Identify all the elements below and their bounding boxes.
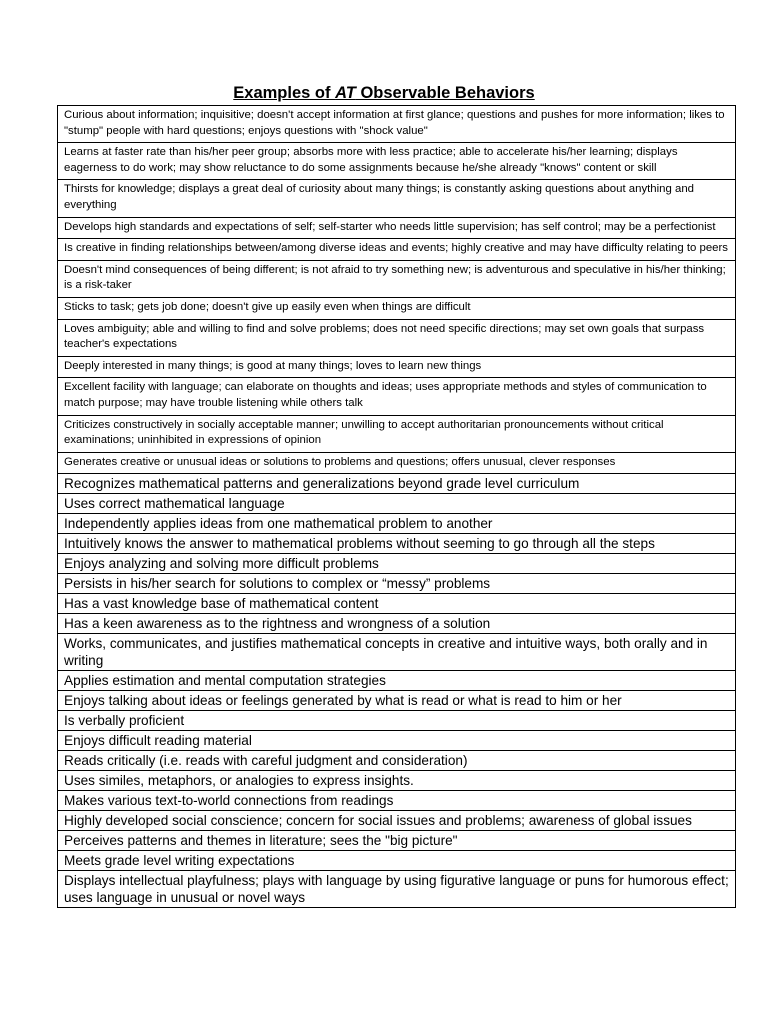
behavior-cell: Deeply interested in many things; is good at many things; loves to learn new things (58, 356, 736, 378)
behavior-cell: Applies estimation and mental computation strategies (58, 671, 736, 691)
behavior-cell: Excellent facility with language; can elaborate on thoughts and ideas; uses appropriate methods and styles of communication to match purpose; may have trouble listening while others talk (58, 378, 736, 415)
behavior-cell: Meets grade level writing expectations (58, 851, 736, 871)
behavior-cell: Learns at faster rate than his/her peer group; absorbs more with less practice; able to accelerate his/her learning; displays eagerness to do work; may show reluctance to do some assignments because he/she already "knows" content or skill (58, 143, 736, 180)
behavior-cell: Reads critically (i.e. reads with careful judgment and consideration) (58, 751, 736, 771)
table-row (58, 634, 736, 671)
table-row (58, 871, 736, 908)
table-row (58, 851, 736, 871)
table-row (58, 356, 736, 378)
table-row (58, 143, 736, 180)
behavior-cell: Doesn't mind consequences of being different; is not afraid to try something new; is adventurous and speculative in his/her thinking; is a risk-taker (58, 260, 736, 297)
behavior-cell: Highly developed social conscience; concern for social issues and problems; awareness of global issues (58, 811, 736, 831)
table-row (58, 415, 736, 452)
table-row (58, 452, 736, 474)
behavior-cell: Perceives patterns and themes in literature; sees the "big picture" (58, 831, 736, 851)
title-emphasis: AT (335, 84, 356, 102)
behavior-cell: Generates creative or unusual ideas or solutions to problems and questions; offers unusual, clever responses (58, 452, 736, 474)
behavior-cell: Sticks to task; gets job done; doesn't give up easily even when things are difficult (58, 297, 736, 319)
table-row (58, 217, 736, 239)
behaviors-table-body (58, 106, 736, 908)
behavior-cell: Persists in his/her search for solutions to complex or “messy” problems (58, 574, 736, 594)
table-row (58, 831, 736, 851)
table-row (58, 811, 736, 831)
behavior-cell: Uses similes, metaphors, or analogies to express insights. (58, 771, 736, 791)
table-row (58, 494, 736, 514)
behavior-cell: Has a vast knowledge base of mathematical content (58, 594, 736, 614)
behavior-cell: Makes various text-to-world connections from readings (58, 791, 736, 811)
behavior-cell: Recognizes mathematical patterns and generalizations beyond grade level curriculum (58, 474, 736, 494)
behavior-cell: Enjoys talking about ideas or feelings generated by what is read or what is read to him or her (58, 691, 736, 711)
table-row (58, 711, 736, 731)
behavior-cell: Displays intellectual playfulness; plays with language by using figurative language or puns for humorous effect; uses language in unusual or novel ways (58, 871, 736, 908)
table-row (58, 594, 736, 614)
table-row (58, 771, 736, 791)
table-row (58, 474, 736, 494)
table-row (58, 180, 736, 217)
behavior-cell: Works, communicates, and justifies mathematical concepts in creative and intuitive ways, both orally and in writing (58, 634, 736, 671)
behavior-cell: Uses correct mathematical language (58, 494, 736, 514)
behavior-cell: Curious about information; inquisitive; doesn't accept information at first glance; questions and pushes for more information; likes to "stump" people with hard questions; enjoys questions with "shock value" (58, 106, 736, 143)
table-row (58, 731, 736, 751)
table-row (58, 534, 736, 554)
table-row (58, 514, 736, 534)
behavior-cell: Is creative in finding relationships between/among diverse ideas and events; highly creative and may have difficulty relating to peers (58, 239, 736, 261)
table-row (58, 791, 736, 811)
table-row (58, 671, 736, 691)
behavior-cell: Intuitively knows the answer to mathematical problems without seeming to go through all the steps (58, 534, 736, 554)
table-row (58, 554, 736, 574)
document-title (0, 83, 768, 103)
table-row (58, 239, 736, 261)
behavior-cell: Develops high standards and expectations of self; self-starter who needs little supervision; has self control; may be a perfectionist (58, 217, 736, 239)
behavior-cell: Enjoys difficult reading material (58, 731, 736, 751)
table-row (58, 260, 736, 297)
table-row (58, 574, 736, 594)
title-prefix: Examples of (233, 84, 336, 102)
behaviors-table (57, 105, 736, 908)
behavior-cell: Is verbally proficient (58, 711, 736, 731)
table-row (58, 751, 736, 771)
behavior-cell: Independently applies ideas from one mathematical problem to another (58, 514, 736, 534)
table-row (58, 614, 736, 634)
table-row (58, 319, 736, 356)
behavior-cell: Criticizes constructively in socially acceptable manner; unwilling to accept authoritarian pronouncements without critical examinations; uninhibited in expressions of opinion (58, 415, 736, 452)
table-row (58, 297, 736, 319)
title-suffix: Observable Behaviors (355, 84, 535, 102)
behavior-cell: Has a keen awareness as to the rightness and wrongness of a solution (58, 614, 736, 634)
behavior-cell: Loves ambiguity; able and willing to find and solve problems; does not need specific directions; may set own goals that surpass teacher's expectations (58, 319, 736, 356)
table-row (58, 691, 736, 711)
table-row (58, 378, 736, 415)
behavior-cell: Thirsts for knowledge; displays a great deal of curiosity about many things; is constantly asking questions about anything and everything (58, 180, 736, 217)
table-row (58, 106, 736, 143)
behavior-cell: Enjoys analyzing and solving more difficult problems (58, 554, 736, 574)
